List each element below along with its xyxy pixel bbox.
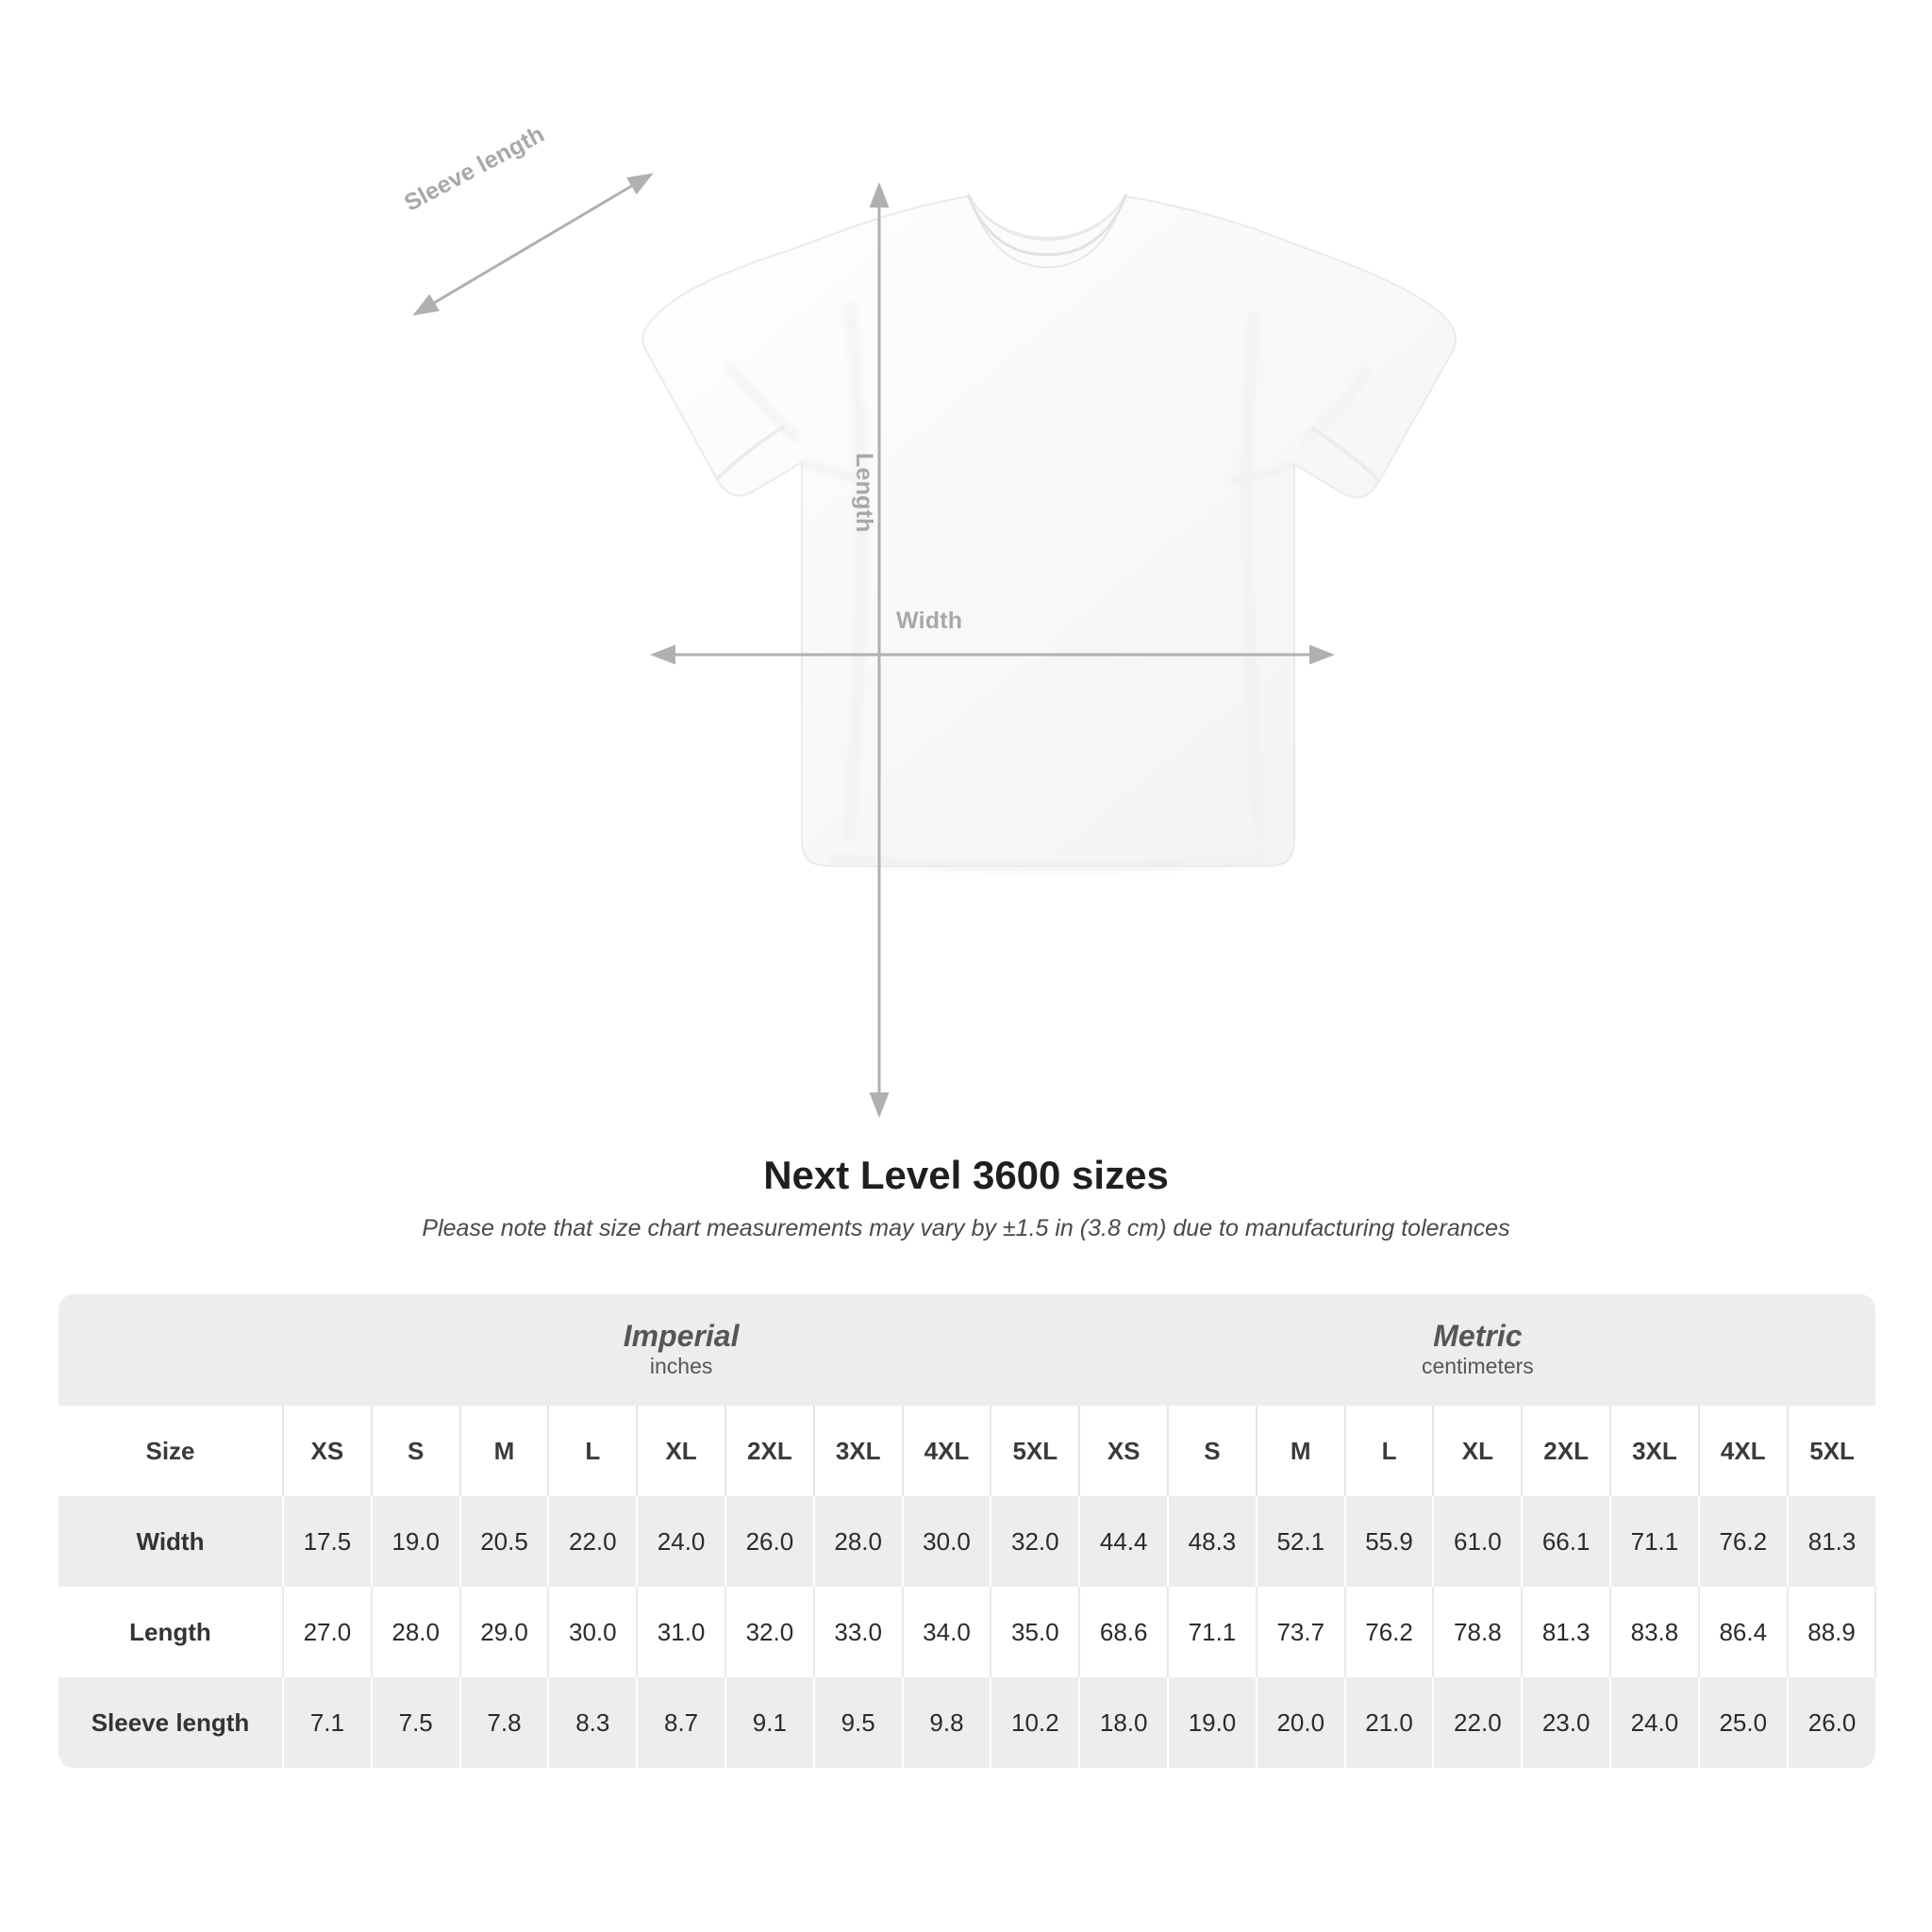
unit-sub-imperial: inches (649, 1354, 713, 1379)
cell-length-3: 30.0 (548, 1587, 637, 1677)
cell-length-12: 76.2 (1345, 1587, 1434, 1677)
row-label-sleeve-length: Sleeve length (58, 1677, 283, 1768)
unit-header-imperial (283, 1294, 1079, 1406)
cell-length-10: 71.1 (1168, 1587, 1257, 1677)
unit-header-spacer (58, 1294, 283, 1406)
cell-width-0: 17.5 (283, 1496, 372, 1587)
cell-sleeve-3: 8.3 (548, 1677, 637, 1768)
size-col-3: L (548, 1406, 637, 1496)
row-label-width: Width (58, 1496, 283, 1587)
size-col-10: S (1168, 1406, 1257, 1496)
size-col-4: XL (637, 1406, 725, 1496)
cell-width-9: 44.4 (1079, 1496, 1168, 1587)
cell-sleeve-17: 26.0 (1788, 1677, 1876, 1768)
cell-length-13: 78.8 (1433, 1587, 1522, 1677)
size-col-14: 2XL (1522, 1406, 1610, 1496)
cell-length-2: 29.0 (460, 1587, 549, 1677)
cell-sleeve-13: 22.0 (1433, 1677, 1522, 1768)
cell-sleeve-9: 18.0 (1079, 1677, 1168, 1768)
cell-sleeve-5: 9.1 (725, 1677, 814, 1768)
cell-sleeve-16: 25.0 (1699, 1677, 1788, 1768)
cell-length-15: 83.8 (1610, 1587, 1699, 1677)
cell-width-11: 52.1 (1257, 1496, 1345, 1587)
cell-length-5: 32.0 (725, 1587, 814, 1677)
unit-sub-metric: centimeters (1421, 1354, 1534, 1379)
cell-sleeve-8: 10.2 (991, 1677, 1079, 1768)
cell-width-12: 55.9 (1345, 1496, 1434, 1587)
unit-name-metric: Metric (1433, 1318, 1523, 1353)
cell-width-13: 61.0 (1433, 1496, 1522, 1587)
size-col-16: 4XL (1699, 1406, 1788, 1496)
cell-length-7: 34.0 (903, 1587, 991, 1677)
cell-width-2: 20.5 (460, 1496, 549, 1587)
cell-sleeve-2: 7.8 (460, 1677, 549, 1768)
size-col-6: 3XL (814, 1406, 903, 1496)
size-col-1: S (372, 1406, 460, 1496)
unit-header-row (58, 1294, 1875, 1406)
size-col-17: 5XL (1788, 1406, 1876, 1496)
size-col-8: 5XL (991, 1406, 1079, 1496)
cell-length-6: 33.0 (814, 1587, 903, 1677)
cell-length-4: 31.0 (637, 1587, 725, 1677)
cell-width-7: 30.0 (903, 1496, 991, 1587)
size-col-12: L (1345, 1406, 1434, 1496)
size-header-label: Size (58, 1406, 283, 1496)
title-block (0, 1153, 1932, 1242)
cell-length-8: 35.0 (991, 1587, 1079, 1677)
cell-length-9: 68.6 (1079, 1587, 1168, 1677)
size-table-container (58, 1294, 1875, 1768)
cell-width-15: 71.1 (1610, 1496, 1699, 1587)
table-row (58, 1677, 1875, 1768)
table-row (58, 1496, 1875, 1587)
table-row (58, 1587, 1875, 1677)
cell-sleeve-11: 20.0 (1257, 1677, 1345, 1768)
cell-width-4: 24.0 (637, 1496, 725, 1587)
cell-sleeve-10: 19.0 (1168, 1677, 1257, 1768)
cell-width-1: 19.0 (372, 1496, 460, 1587)
cell-length-0: 27.0 (283, 1587, 372, 1677)
cell-width-8: 32.0 (991, 1496, 1079, 1587)
size-col-5: 2XL (725, 1406, 814, 1496)
cell-length-17: 88.9 (1788, 1587, 1876, 1677)
cell-sleeve-14: 23.0 (1522, 1677, 1610, 1768)
cell-sleeve-4: 8.7 (637, 1677, 725, 1768)
cell-width-17: 81.3 (1788, 1496, 1876, 1587)
sleeve-length-label: Sleeve length (400, 121, 549, 217)
width-label: Width (896, 608, 963, 634)
cell-width-14: 66.1 (1522, 1496, 1610, 1587)
cell-width-16: 76.2 (1699, 1496, 1788, 1587)
size-col-2: M (460, 1406, 549, 1496)
cell-width-6: 28.0 (814, 1496, 903, 1587)
cell-length-16: 86.4 (1699, 1587, 1788, 1677)
unit-name-imperial: Imperial (623, 1318, 740, 1353)
size-col-13: XL (1433, 1406, 1522, 1496)
size-table (58, 1294, 1876, 1768)
size-col-0: XS (283, 1406, 372, 1496)
page-title: Next Level 3600 sizes (763, 1153, 1169, 1197)
cell-length-11: 73.7 (1257, 1587, 1345, 1677)
unit-header-metric (1079, 1294, 1875, 1406)
cell-width-3: 22.0 (548, 1496, 637, 1587)
cell-sleeve-6: 9.5 (814, 1677, 903, 1768)
cell-sleeve-12: 21.0 (1345, 1677, 1434, 1768)
size-col-7: 4XL (903, 1406, 991, 1496)
cell-sleeve-1: 7.5 (372, 1677, 460, 1768)
length-label: Length (851, 453, 877, 533)
cell-sleeve-15: 24.0 (1610, 1677, 1699, 1768)
cell-sleeve-7: 9.8 (903, 1677, 991, 1768)
row-label-length: Length (58, 1587, 283, 1677)
size-col-15: 3XL (1610, 1406, 1699, 1496)
tolerance-note: Please note that size chart measurements may vary by ±1.5 in (3.8 cm) due to manufacturing tolerances (422, 1215, 1510, 1241)
cell-length-14: 81.3 (1522, 1587, 1610, 1677)
cell-width-10: 48.3 (1168, 1496, 1257, 1587)
cell-sleeve-0: 7.1 (283, 1677, 372, 1768)
size-col-11: M (1257, 1406, 1345, 1496)
cell-length-1: 28.0 (372, 1587, 460, 1677)
cell-width-5: 26.0 (725, 1496, 814, 1587)
size-header-row (58, 1406, 1875, 1496)
size-col-9: XS (1079, 1406, 1168, 1496)
